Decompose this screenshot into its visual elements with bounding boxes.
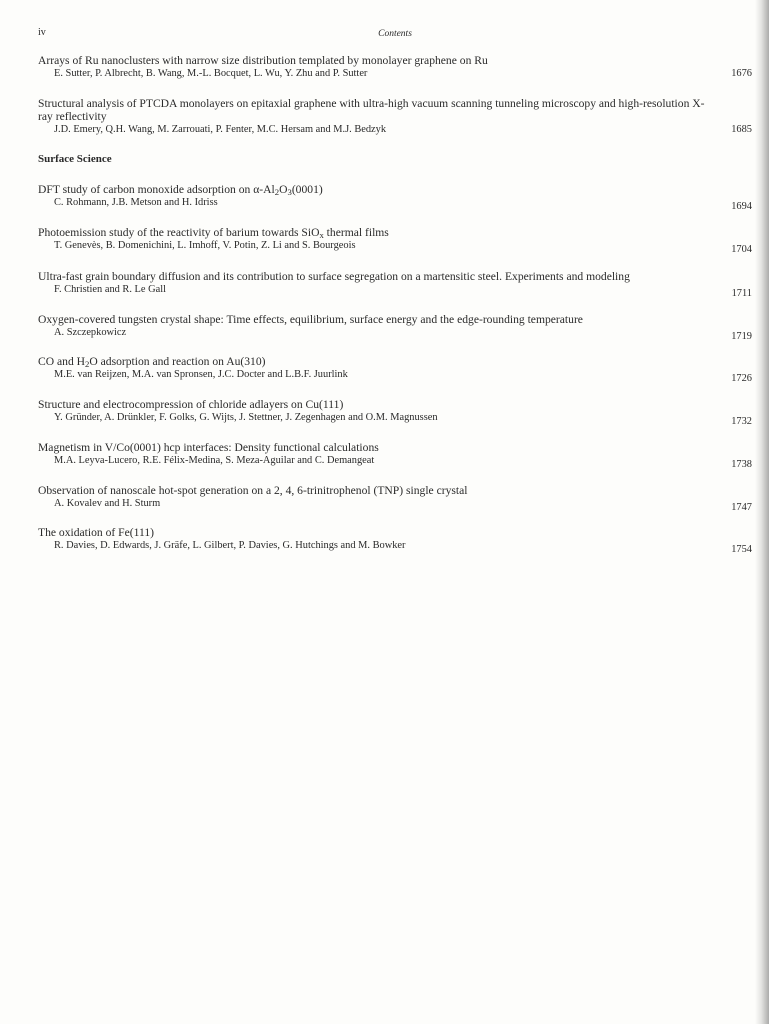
article-page: 1726 [731, 373, 752, 384]
toc-entry[interactable] [38, 526, 752, 555]
article-page: 1738 [731, 459, 752, 470]
article-authors: E. Sutter, P. Albrecht, B. Wang, M.-L. Bocquet, L. Wu, Y. Zhu and P. Sutter [54, 68, 368, 79]
article-title: Arrays of Ru nanoclusters with narrow size distribution templated by monolayer graphene on Ru [38, 54, 488, 67]
article-page: 1694 [731, 201, 752, 212]
article-authors: M.A. Leyva-Lucero, R.E. Félix-Medina, S. Meza-Aguilar and C. Demangeat [54, 455, 375, 466]
article-title: Oxygen-covered tungsten crystal shape: Time effects, equilibrium, surface energy and the edge-rounding temperature [38, 313, 583, 326]
page-number: iv [38, 27, 46, 38]
article-title: The oxidation of Fe(111) [38, 526, 155, 539]
article-authors: F. Christien and R. Le Gall [54, 284, 167, 295]
article-title: Ultra-fast grain boundary diffusion and its contribution to surface segregation on a martensitic steel. Experiments and modeling [38, 270, 630, 283]
article-authors: T. Genevès, B. Domenichini, L. Imhoff, V. Potin, Z. Li and S. Bourgeois [54, 240, 356, 251]
toc-entry[interactable] [38, 270, 752, 299]
title-subscript: x [319, 230, 324, 240]
article-authors: Y. Gründer, A. Drünkler, F. Golks, G. Wijts, J. Stettner, J. Zegenhagen and O.M. Magnussen [54, 412, 438, 423]
toc-entry[interactable] [38, 398, 752, 427]
article-page: 1711 [731, 288, 752, 299]
article-title [38, 183, 752, 196]
article-page: 1704 [731, 244, 752, 255]
article-title [38, 226, 752, 239]
article-title [38, 355, 752, 368]
toc-entry[interactable] [38, 441, 752, 470]
title-text: Photoemission study of the reactivity of barium towards SiO [38, 226, 320, 239]
article-title: Observation of nanoscale hot-spot generation on a 2, 4, 6-trinitrophenol (TNP) single crystal [38, 484, 468, 497]
article-page: 1732 [731, 416, 752, 427]
article-authors: C. Rohmann, J.B. Metson and H. Idriss [54, 197, 218, 208]
title-text: thermal films [323, 226, 389, 239]
title-subscript: 2 [274, 187, 280, 197]
title-text: O [279, 183, 288, 196]
article-authors: A. Szczepkowicz [54, 327, 127, 338]
toc-entry[interactable] [38, 355, 752, 384]
title-text: (0001) [291, 183, 323, 196]
article-authors: R. Davies, D. Edwards, J. Gräfe, L. Gilbert, P. Davies, G. Hutchings and M. Bowker [54, 540, 406, 551]
article-authors: M.E. van Reijzen, M.A. van Spronsen, J.C. Docter and L.B.F. Juurlink [54, 369, 348, 380]
section-heading: Surface Science [38, 153, 112, 165]
toc-entry[interactable] [38, 484, 752, 513]
article-page: 1719 [731, 331, 752, 342]
article-authors: A. Kovalev and H. Sturm [54, 498, 161, 509]
title-text: CO and H [38, 355, 86, 368]
article-page: 1754 [731, 544, 752, 555]
title-subscript: 2 [85, 359, 90, 369]
toc-entry[interactable] [38, 313, 752, 342]
title-subscript: 3 [287, 187, 292, 197]
article-page: 1747 [731, 502, 752, 513]
article-title: Structure and electrocompression of chloride adlayers on Cu(111) [38, 398, 344, 411]
running-head: Contents [378, 29, 412, 39]
article-authors: J.D. Emery, Q.H. Wang, M. Zarrouati, P. Fenter, M.C. Hersam and M.J. Bedzyk [54, 124, 387, 135]
toc-entry[interactable] [38, 183, 752, 212]
article-page: 1685 [731, 124, 752, 135]
title-text: DFT study of carbon monoxide adsorption on α-Al [38, 183, 275, 196]
toc-entry[interactable] [38, 226, 752, 255]
article-page: 1676 [731, 68, 752, 79]
article-title: Structural analysis of PTCDA monolayers on epitaxial graphene with ultra-high vacuum scanning tunneling microscopy and high-resolution X-ray reflectivity [38, 97, 705, 123]
title-text: O adsorption and reaction on Au(310) [89, 355, 266, 368]
toc-entry[interactable] [38, 54, 752, 80]
page-edge-shadow [755, 0, 769, 1024]
toc-entry[interactable] [38, 97, 752, 136]
article-title: Magnetism in V/Co(0001) hcp interfaces: Density functional calculations [38, 441, 379, 454]
